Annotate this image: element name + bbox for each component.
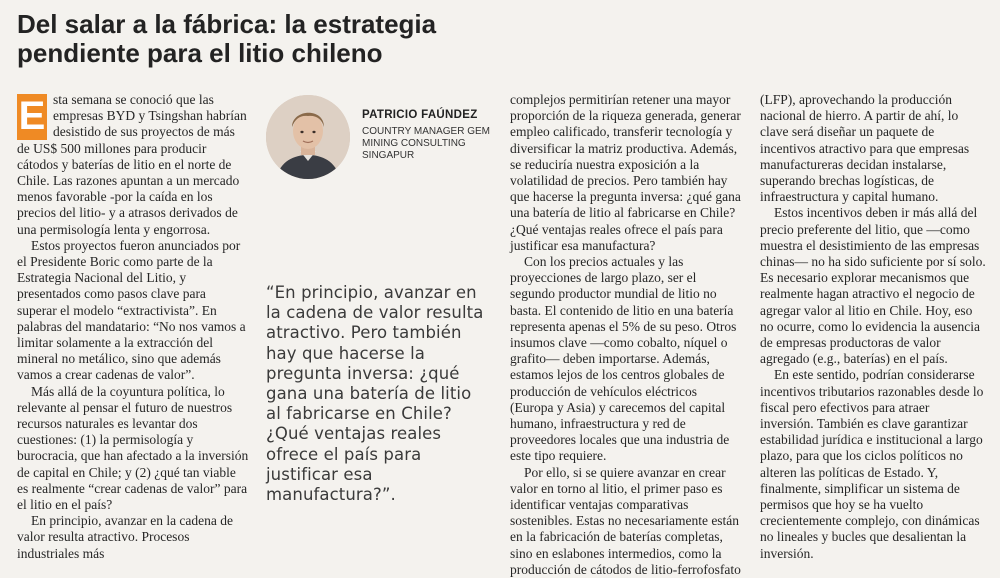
paragraph: Estos incentivos deben ir más allá del precio preferente del litio, que —como muestra el desistimiento de las empresas chinas— no ha sido suficiente por sí solo. Es necesario explorar mecanismos que realmente hagan atractivo el negocio de agregar valor al litio en Chile. Hoy, eso no ocurre, como lo evidencia la ausencia de empresas productoras de valor agregado (e.g., baterías) en el país. (760, 205, 986, 367)
paragraph: (LFP), aprovechando la producción nacional de hierro. A partir de ahí, lo clave será diseñar un paquete de incentivos atractivo para que empresas manufactureras decidan instalarse, superando brechas logísticas, de infraestructura y capital humano. (760, 92, 970, 205)
body-column-3 (510, 92, 742, 578)
body-column-1 (17, 92, 249, 562)
paragraph: complejos permitirían retener una mayor proporción de la riqueza generada, generar empleo calificado, transferir tecnología y diversificar la matriz productiva. Además, se reduciría nuestra exposición a la volatilidad de precios. Pero también hay que hacerse la pregunta inversa: ¿qué gana una batería de litio al fabricarse en Chile? ¿Qué ventajas reales ofrece el país para justificar esa manufactura? (510, 92, 741, 253)
author-role: COUNTRY MANAGER GEM MINING CONSULTING SINGAPUR (362, 126, 490, 161)
article-headline: Del salar a la fábrica: la estrategia pendiente para el litio chileno (17, 9, 437, 68)
paragraph (17, 92, 249, 238)
paragraph-text: sta semana se conoció que las empresas BYD y Tsingshan habrían desistido de sus proyectos de más de US$ 500 millones para producir cátodos y baterías de litio en el norte de Chile. Las razones apuntan a un mercado menos favorable -por la caída en los precios del litio- y a atrasos derivados de una permisología lenta y engorrosa. (17, 92, 247, 237)
paragraph: En principio, avanzar en la cadena de valor resulta atractivo. Procesos industriales más (17, 513, 234, 561)
author-photo (266, 95, 350, 179)
paragraph: Más allá de la coyuntura política, lo relevante al pensar el futuro de nuestros recursos naturales es levantar dos cuestiones: (1) la permisología y burocracia, que han afectado a la inversión de capital en Chile; y (2) ¿qué tan viable es realmente “crear cadenas de valor” para el litio en el país? (17, 383, 249, 513)
author-name: PATRICIO FAÚNDEZ (362, 109, 478, 121)
paragraph: Con los precios actuales y las proyecciones de largo plazo, ser el segundo productor mundial de litio no basta. El contenido de litio en una batería representa apenas el 5% de su peso. Otros insumos clave —como cobalto, níquel o grafito— deben importarse. Además, estamos lejos de los centros globales de producción de vehículos eléctricos (Europa y Asia) y carecemos del capital humano, infraestructura y red de proveedores locales que una industria de este tipo requiere. (510, 254, 737, 464)
paragraph: En este sentido, podrían considerarse incentivos tributarios razonables desde lo fiscal pero efectivos para atraer inversión. También es clave garantizar estabilidad jurídica e institucional a largo plazo, para que los ciclos políticos no alteren las políticas de Estado. Y, finalmente, simplificar un sistema de permisos que hoy se ha vuelto crecientemente complejo, con dinámicas no lineales y bucles que desalientan la inversión. (760, 367, 984, 561)
drop-cap: E (18, 94, 46, 138)
body-column-4 (760, 92, 986, 562)
paragraph: Estos proyectos fueron anunciados por el Presidente Boric como parte de la Estrategia Nacional del Litio, y presentados como pasos clave para superar el modelo “extractivista”. En palabras del mandatario: “No nos vamos a limitar solamente a la extracción del mineral no metálico, sino que además vamos a crear cadenas de valor”. (17, 237, 246, 383)
pull-quote: “En principio, avanzar en la cadena de valor resulta atractivo. Pero también hay que hacerse la pregunta inversa: ¿qué gana una batería de litio al fabricarse en Chile? ¿Qué ventajas reales ofrece el país para justificar esa manufactura?”. (266, 283, 484, 505)
author-box (266, 95, 496, 180)
paragraph: Por ello, si se quiere avanzar en crear valor en torno al litio, el primer paso es identificar ventajas comparativas sostenibles. Estas no necesariamente están en la fabricación de baterías completas, sino en eslabones intermedios, como la producción de cátodos de litio-ferrofosfato (510, 464, 741, 577)
